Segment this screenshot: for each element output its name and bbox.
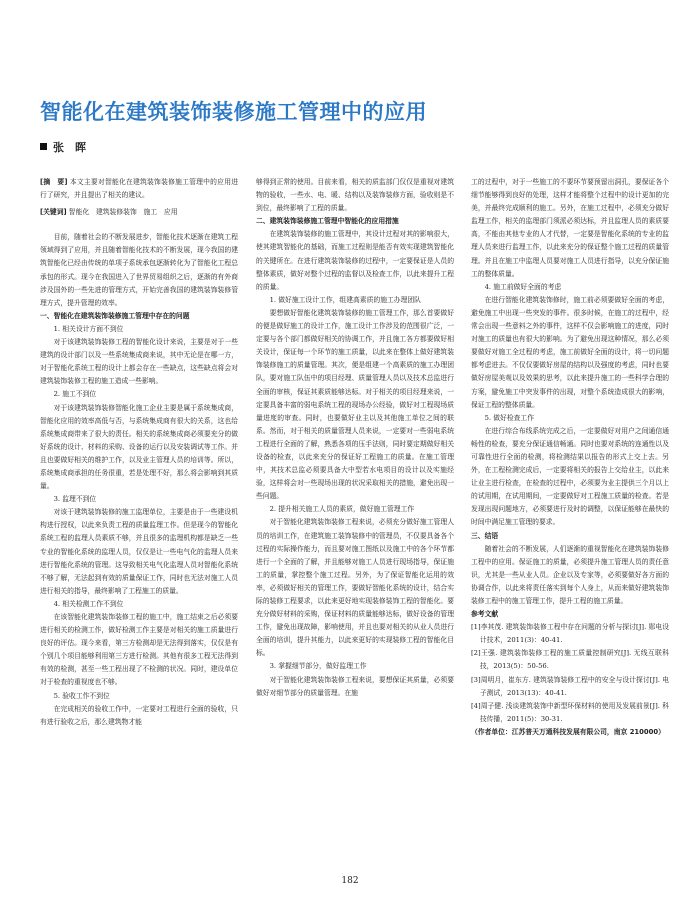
subsection-heading: 2. 施工不到位 xyxy=(53,390,97,399)
subsection-heading: 2. 提升相关施工人员的素质，做好施工管理工作 xyxy=(269,505,415,514)
column-1 xyxy=(40,176,238,729)
subsection-heading: 4. 相关检测工作不到位 xyxy=(53,599,124,608)
paragraph: 对于智能化建筑装饰装修工程来说，必须充分做好施工管理人员的培训工作，在建筑施工装饰装修中的管理员，不仅要具备各个过程的实际操作能力，而且要对施工图纸以及施工中的各个环节都进行一个全面的了解，并且能够对施工人员进行现场指导，保证施工的质量，掌控整个施工过程。另外，为了保证智能化运用的效率，必须做好相关的管理工作，要做好智能化系统的设计，结合实际的装修工程要求，以此来更好地实现装修装饰工程的智能化。要充分做好材料的采购，保证材料的质量能够达标，做好设备的管理工作，避免出现故障，影响使用，并且也要对相关的从业人员进行全面的培训，提升其能力，以此来更好的实现装修工程的智能化目标。 xyxy=(256,518,454,658)
paragraph: 在完成相关的验收工作中，一定要对工程进行全面的验收，只有进行验收之后，那么建筑物才能 xyxy=(40,704,238,726)
author-line xyxy=(40,139,86,155)
reference-item: [1]李其茂. 建筑装饰装修工程中存在问题的分析与探讨[J]. 郧电设计技术，2011(3)：40-41. xyxy=(471,623,669,645)
section-heading: 参考文献 xyxy=(471,610,499,619)
column-3-body xyxy=(471,176,669,739)
column-2 xyxy=(256,176,454,700)
section-heading: 一、智能化在建筑装饰装修施工管理中存在的问题 xyxy=(40,311,190,320)
column-2-body xyxy=(256,176,454,700)
paragraph-continued: 够得到正常的使用。目前来看，相关的质监部门仅仅是重视对建筑物的验收，一些水、电、暖、结构以及装饰装修方面，验收则是不到位，最终影响了工程的质量。 xyxy=(256,178,454,213)
keywords-label: [关键词] xyxy=(40,208,67,217)
paragraph: 对于智能化建筑装饰装修工程来说，要想保证其质量，必须要做好对细节部分的质量管理。在施 xyxy=(256,675,454,697)
subsection-heading: 1. 做好施工设计工作，组建高素质的施工办理团队 xyxy=(269,295,421,304)
column-1-body xyxy=(40,231,238,729)
reference-item: [2]王强. 建筑装饰装修工程的施工质量控制研究[J]. 无线互联科技，2013(5)：50-56. xyxy=(471,649,669,671)
subsection-heading: 3. 监理不到位 xyxy=(53,495,97,504)
abstract xyxy=(40,176,238,202)
section-heading: 三、结语 xyxy=(471,531,499,540)
paragraph: 对于该建筑装饰装修工程的智能化设计来说，主要是对于一些建筑的设计部门以及一些系统集成商来说，其中无论是在哪一方，对于智能化系统工程的设计上都会存在一些缺点，这些缺点将会对建筑装饰装修工程的施工造成一些影响。 xyxy=(40,338,238,386)
author-name: 张 晖 xyxy=(53,141,86,154)
paragraph: 要想做好智能化建筑装饰装修的施工管理工作，那么首要做好的便是做好施工的设计工作，施工设计工作涉及的范围很广泛，一定要与各个部门都做好相关的协调工作，并且施工各方都要做好相关设计，保证每一个环节的施工质量，以此来在整体上做好建筑装饰装修施工的质量管理。其次，便是组建一个高素质的施工办理团队，要对施工队伍中的项目经理、质量管理人员以及技术总监进行全面的审核，保证其素质能够达标。对于相关的项目经理来说，一定要具备丰富的弱电系统工程的现场办公经验，做好对工程现场质量进度的审查。同时，也要做好业主以及其他施工单位之间的联系。然而，对于相关的质量管理人员来说，一定要对一些弱电系统工程进行全面的了解，熟悉各项的压手法则，同时要定期做好相关设备的检查，以此来充分的保证好工程施工的质量。在施工管理中，其技术总监必须要具备大中型若水电项目的设计以及实施经验，这样将会对一些现场出现的状况采取相关的措施，避免出现一些问题。 xyxy=(256,308,454,501)
reference-item: [4]周子健. 浅谈建筑装饰中新型环保材料的使用及发展前景[J]. 科技传播，2011(5)：30-31. xyxy=(471,701,669,723)
paragraph: 在进行智能化建筑装饰修时，施工前必须要做好全面的考虑，避免施工中出现一些突发的事件。很多时候，在施工的过程中，经常会出现一些意料之外的事件，这样不仅会影响施工的进度，同时对施工的质量也有很大的影响。为了避免出现这种情况，那么必须要做好对施工全过程的考虑，施工前做好全面的设计，将一切问题都考虑进去。不仅仅要做好房屋的结构以及强度的考虑，同时也要做好房屋美观以及效果的思考，以此来提升施工的一些科学合理的方案，避免施工中突发事件的出现，对整个系统造成很大的影响，保证工程的整体质量。 xyxy=(471,295,669,409)
abstract-label: [摘 要] xyxy=(40,178,68,186)
subsection-heading: 5. 验收工作不到位 xyxy=(53,691,110,700)
column-3 xyxy=(471,176,669,739)
square-bullet-icon xyxy=(40,143,47,150)
paragraph: 在该智能化建筑装饰装修工程的施工中，施工结束之后必须要进行相关的检测工作，做好检测工作主要是对相关的施工质量进行良好的评估。现今来看，第三方检测却是无法得到落实，仅仅是有个别几个项目能够利用第三方进行检测。其他有很多工程无法得到有效的检测，甚至一些工程出现了不检测的状况。同时，建设单位对于检查的重视度也不够。 xyxy=(40,613,238,687)
keywords-text: 智能化 建筑装修装饰 施工 应用 xyxy=(68,208,178,217)
paragraph: 随着社会的不断发展，人们逐渐的重视智能化在建筑装饰装修工程中的应用。保证施工的质量，必须提升施工管理人员的责任意识，尤其是一些从业人员。企业以及专家等，必须要做好各方面的协调合作，以此来将责任落实到每个人身上，从而来做好建筑装饰装修工程中的施工管理工作，提升工程的施工质量。 xyxy=(471,544,669,605)
author-affiliation: （作者单位：江苏普天万通科技发展有限公司，南京 210000） xyxy=(471,727,665,736)
section-heading: 二、建筑装饰装修施工管理中智能化的应用措施 xyxy=(256,217,399,226)
page-number: 182 xyxy=(341,876,359,886)
paragraph-continued: 工的过程中，对于一些施工的不要环节要预留出洞孔，要保证各个细节能够得到良好的处理，这样才能将整个过程中的设计更加的完美，并最终完成顺利的施工。另外，在施工过程中，必须充分做好监理工作，相关的监理部门须派必须达标，并且监理人员的素质要高，不能由其他专业的人才代替，一定要是智能化系统的专业的监理人员来进行监理工作，以此来充分的保证整个施工过程的质量管理。并且在施工中监理人员要对施工人员进行指导，以充分保证施工的整体质量。 xyxy=(471,178,669,278)
article-title: 智能化在建筑装饰装修施工管理中的应用 xyxy=(40,100,427,124)
keywords xyxy=(40,206,238,219)
paragraph: 对该于建筑装饰装修的施工监理单位，主要是由于一些建设机构进行授权，以此来负责工程的质量监理工作。但是现今的智能化系统工程的监理人员素质不够，并且很多的监理机构都是缺乏一些专业的智能化系统的监理人员，仅仅是让一些电气化的监理人员来进行智能化系统的管理。这导致相关电气化监理人员对智能化系统不够了解，无法起到有效的质量保证工作，同时也无法对施工人员进行相关的指导，最终影响了工程施工的质量。 xyxy=(40,508,238,595)
subsection-heading: 5. 做好检查工作 xyxy=(484,413,535,422)
subsection-heading: 1. 相关设计方面不到位 xyxy=(53,324,124,333)
abstract-text: 本文主要对智能化在建筑装饰装修施工管理中的应用进行了研究，并且提出了相关的建议。 xyxy=(40,178,239,200)
paragraph: 在进行综合布线系统完成之后，一定要做好对用户之间通信通畅性的检查，要充分保证通信畅通。同时也要对系统的连通性以及可靠性进行全面的检测，将检测结果以报告的形式上交上去。另外，在工程检测完成后，一定要将相关的报告上交给业主，以此来让业主进行检查，在检查的过程中，必须要为业主提供三个月以上的试用期，在试用期间，一定要做好对工程施工质量的检查。若是发现出现问题地方，必须要进行及时的调整，以保证能够在最快的时间中满足施工管理的要求。 xyxy=(471,426,669,527)
reference-item: [3]周明月，崔东方. 建筑装饰装修工程中的安全与设计探讨[J]. 电子测试，2013(13)：40-41. xyxy=(471,675,669,697)
subsection-heading: 3. 掌握细节部分，做好监理工作 xyxy=(269,662,367,671)
paragraph: 目前，随着社会的不断发展进步，智能化技术逐渐在建筑工程领域得到了应用，并且随着智能化技术的不断发展，现今我国的建筑智能化已经由传统的单项子系统承包逐渐转化为了智能化工程总承包的形式。现今在我国进入了世界贸易组织之后，逐渐的有外商涉及国外的一些先进的管理方式，开始完善我国的建筑装饰装修管理方式，提升管理的效率。 xyxy=(40,233,238,307)
subsection-heading: 4. 施工前做好全面的考虑 xyxy=(484,282,562,291)
paragraph: 对于该建筑装饰装修智能化施工企业主要是属于系统集成商，智能化应用的效率高低与否，与系统集成商有很大的关系，这也给系统集成商带来了很大的责任。相关的系统集成商必须要充分的做好系统的设计、材料的采购、设备的运行以及安装调试等工作。并且也要做好相关的维护工作，以及业主管理人员的培训等。所以，系统集成商承担的任务很重，若是处理不好，那么将会影响到其质量。 xyxy=(40,403,238,491)
paragraph: 在建筑装饰装修的施工管理中，其设计过程对其的影响很大，使其建筑智能化的基础，而施工过程则是能否有效实现建筑智能化的关键所在。在进行建筑装饰装修的过程中，一定要保证是人员的整体素质，做好对整个过程的监督以及检查工作，以此来提升工程的质量。 xyxy=(256,230,454,291)
